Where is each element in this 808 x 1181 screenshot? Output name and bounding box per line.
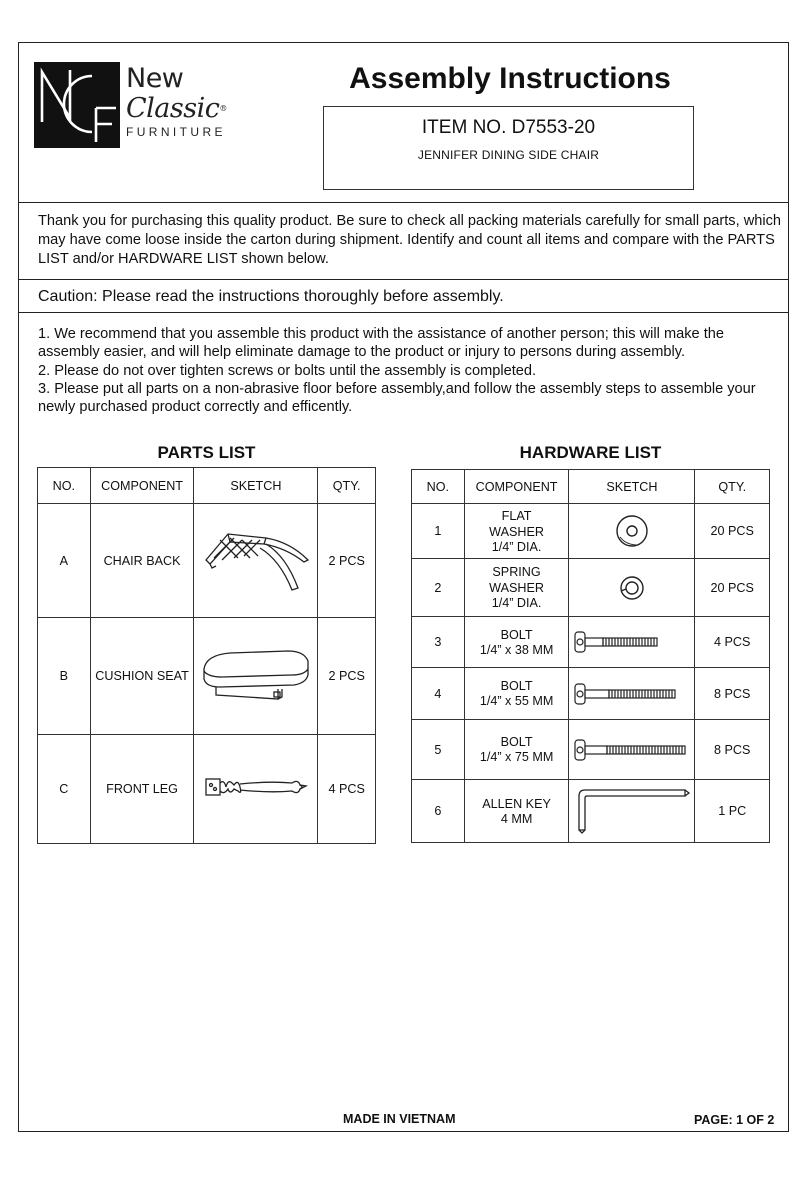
- table-row: [412, 559, 770, 617]
- brand-name-line2: Classic: [126, 93, 220, 124]
- header-component: COMPONENT: [90, 468, 194, 504]
- spring-washer-icon: [615, 571, 649, 605]
- hw-component: [464, 668, 569, 720]
- part-qty: 2 PCS: [318, 618, 376, 735]
- chair-back-sketch: [200, 526, 312, 596]
- caution-text: Caution: Please read the instructions thoroughly before assembly.: [38, 288, 504, 305]
- hw-name: SPRING WASHER: [489, 565, 544, 595]
- header-component: COMPONENT: [464, 470, 569, 504]
- hw-qty: 4 PCS: [695, 617, 770, 668]
- hw-spec: 1/4” x 75 MM: [479, 750, 554, 764]
- table-row: [412, 720, 770, 780]
- hw-sketch: [569, 559, 695, 617]
- hw-sketch: [569, 668, 695, 720]
- brand-name-line3: FURNITURE: [126, 125, 226, 139]
- hw-name: BOLT: [500, 735, 533, 749]
- hardware-list-title: HARDWARE LIST: [519, 443, 662, 462]
- part-qty: 4 PCS: [318, 735, 376, 844]
- brand-name-line1: New: [126, 63, 184, 94]
- page-title: Assembly Instructions: [349, 62, 671, 95]
- table-row: [412, 504, 770, 559]
- part-no: C: [38, 735, 91, 844]
- hw-component: [464, 617, 569, 668]
- assembly-notes: [38, 325, 783, 416]
- header-sketch: SKETCH: [194, 468, 318, 504]
- hw-spec: 1/4” DIA.: [491, 539, 542, 554]
- header-no: NO.: [38, 468, 91, 504]
- hw-qty: 8 PCS: [695, 720, 770, 780]
- hw-qty: 8 PCS: [695, 668, 770, 720]
- divider: [18, 312, 789, 313]
- hw-name: FLAT WASHER: [489, 508, 544, 539]
- hw-spec: 1/4” DIA.: [491, 596, 542, 610]
- table-row: [38, 618, 376, 735]
- part-component: FRONT LEG: [90, 735, 194, 844]
- hw-component: [464, 780, 569, 843]
- table-row: [412, 668, 770, 720]
- cushion-seat-sketch: [200, 641, 312, 711]
- hw-name: BOLT: [500, 627, 533, 642]
- part-sketch: [194, 735, 318, 844]
- item-box: [323, 106, 694, 190]
- bolt-icon: [573, 680, 693, 708]
- ncf-monogram: [34, 62, 120, 148]
- hw-no: 4: [412, 668, 465, 720]
- header-sketch: SKETCH: [569, 470, 695, 504]
- hw-qty: 1 PC: [695, 780, 770, 843]
- header-qty: QTY.: [318, 468, 376, 504]
- hw-qty: 20 PCS: [695, 504, 770, 559]
- table-row: [38, 735, 376, 844]
- part-sketch: [194, 618, 318, 735]
- hardware-list-table: [411, 469, 770, 843]
- item-name: JENNIFER DINING SIDE CHAIR: [417, 148, 600, 162]
- page-indicator: PAGE: 1 OF 2: [694, 1113, 775, 1127]
- table-header-row: [412, 470, 770, 504]
- hw-sketch: [569, 780, 695, 843]
- bolt-icon: [573, 628, 693, 656]
- bolt-icon: [573, 736, 693, 764]
- hw-sketch: [569, 617, 695, 668]
- part-sketch: [194, 504, 318, 618]
- registered-mark: ®: [219, 104, 227, 113]
- divider: [18, 279, 789, 280]
- parts-list-title: PARTS LIST: [157, 443, 256, 462]
- hw-sketch: [569, 504, 695, 559]
- part-no: A: [38, 504, 91, 618]
- hw-qty: 20 PCS: [695, 559, 770, 617]
- hw-component: [464, 559, 569, 617]
- table-header-row: [38, 468, 376, 504]
- hw-component: [464, 720, 569, 780]
- allen-key-icon: [573, 786, 693, 836]
- item-number: ITEM NO. D7553-20: [421, 117, 596, 138]
- note-item: 2. Please do not over tighten screws or bolts until the assembly is completed.: [38, 362, 537, 379]
- front-leg-sketch: [200, 769, 312, 809]
- hw-no: 2: [412, 559, 465, 617]
- table-row: [38, 504, 376, 618]
- note-item: 3. Please put all parts on a non-abrasive floor before assembly,and follow the assembly steps to assemble your newly purchased product correctly and efficently.: [38, 380, 756, 416]
- made-in-label: MADE IN VIETNAM: [343, 1112, 456, 1126]
- part-qty: 2 PCS: [318, 504, 376, 618]
- part-no: B: [38, 618, 91, 735]
- part-component: CHAIR BACK: [90, 504, 194, 618]
- hw-no: 6: [412, 780, 465, 843]
- hw-no: 1: [412, 504, 465, 559]
- intro-text: Thank you for purchasing this quality product. Be sure to check all packing materials carefully for small parts, which may have come loose inside the carton during shipment. Identify and count all items and compare with the PARTS LIST and/or HARDWARE LIST shown below.: [38, 213, 781, 267]
- brand-logo: [34, 62, 244, 148]
- hw-spec: 1/4” x 55 MM: [479, 694, 554, 708]
- hw-name: BOLT: [500, 679, 533, 693]
- hw-component: [464, 504, 569, 559]
- header-no: NO.: [412, 470, 465, 504]
- header-qty: QTY.: [695, 470, 770, 504]
- hw-spec: 4 MM: [500, 811, 533, 826]
- hw-no: 5: [412, 720, 465, 780]
- table-row: [412, 617, 770, 668]
- divider: [18, 202, 789, 203]
- table-row: [412, 780, 770, 843]
- hw-name: ALLEN KEY: [482, 796, 551, 811]
- part-component: CUSHION SEAT: [90, 618, 194, 735]
- parts-list-table: [37, 467, 376, 844]
- hw-no: 3: [412, 617, 465, 668]
- flat-washer-icon: [612, 511, 652, 551]
- note-item: 1. We recommend that you assemble this product with the assistance of another person; this will make the assembly easier, and will help eliminate damage to the product or injury to persons during assembly.: [38, 326, 724, 361]
- hw-sketch: [569, 720, 695, 780]
- hw-spec: 1/4” x 38 MM: [479, 642, 554, 657]
